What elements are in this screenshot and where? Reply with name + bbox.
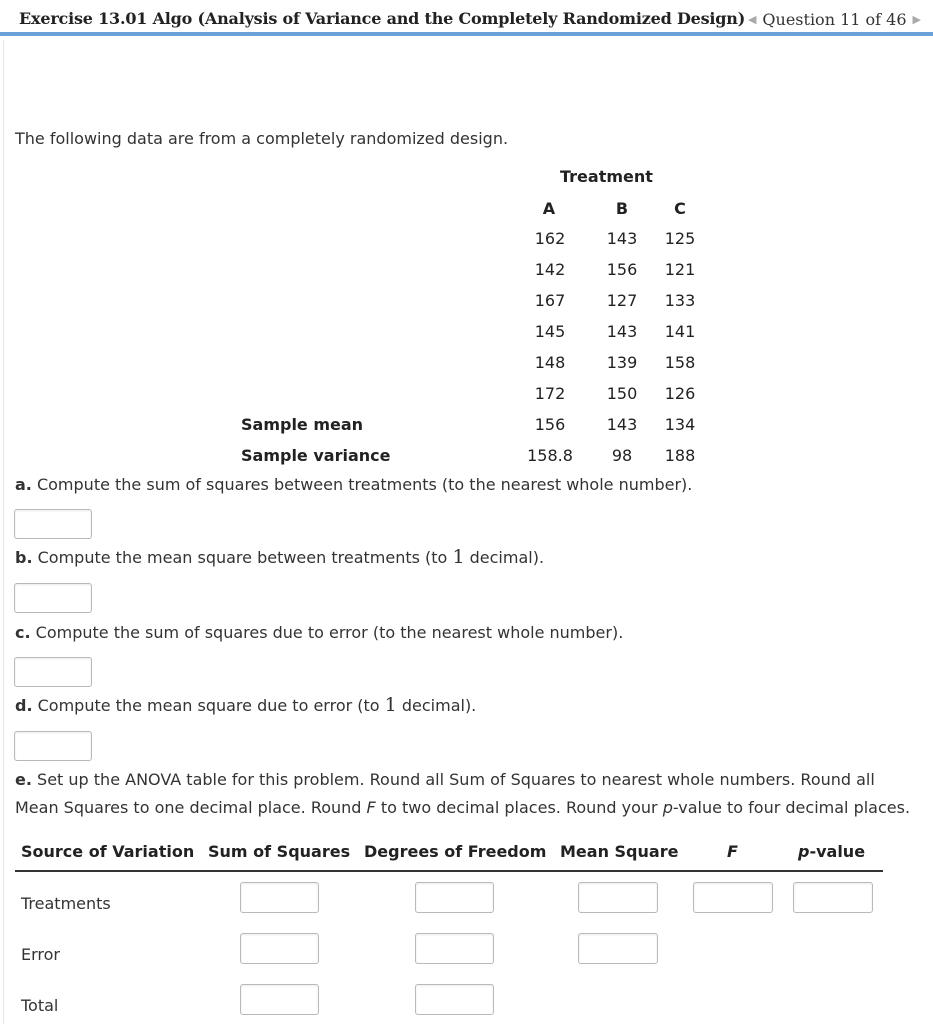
column-header-a: A bbox=[542, 199, 556, 218]
table-cell: 126 bbox=[664, 384, 696, 403]
question-a bbox=[15, 475, 692, 494]
table-cell: 158 bbox=[664, 353, 696, 372]
anova-row-total-label: Total bbox=[21, 996, 59, 1015]
total-df-input[interactable] bbox=[415, 984, 494, 1015]
anova-header-ss: Sum of Squares bbox=[208, 842, 351, 861]
treatments-df-input[interactable] bbox=[415, 882, 494, 913]
total-ss-input[interactable] bbox=[240, 984, 319, 1015]
table-cell: 127 bbox=[606, 291, 638, 310]
answer-input-c[interactable] bbox=[14, 657, 92, 687]
table-cell: 167 bbox=[534, 291, 566, 310]
question-c-text: Compute the sum of squares due to error (to the nearest whole number). bbox=[35, 623, 624, 642]
question-d bbox=[15, 694, 476, 716]
sample-mean-label: Sample mean bbox=[241, 415, 364, 434]
table-cell: 133 bbox=[664, 291, 696, 310]
table-cell: 139 bbox=[606, 353, 638, 372]
table-cell: 125 bbox=[664, 229, 696, 248]
anova-row-treatments-label: Treatments bbox=[21, 894, 111, 913]
question-position: Question 11 of 46 bbox=[762, 10, 907, 29]
table-cell: 143 bbox=[606, 229, 638, 248]
table-cell: 162 bbox=[534, 229, 566, 248]
treatments-ms-input[interactable] bbox=[578, 882, 658, 913]
sample-variance-a: 158.8 bbox=[527, 446, 573, 465]
sample-mean-b: 143 bbox=[606, 415, 638, 434]
error-ss-input[interactable] bbox=[240, 933, 319, 964]
anova-header-df: Degrees of Freedom bbox=[364, 842, 547, 861]
table-cell: 156 bbox=[606, 260, 638, 279]
question-e-letter: e. bbox=[15, 770, 32, 789]
answer-input-b[interactable] bbox=[14, 583, 92, 613]
table-cell: 143 bbox=[606, 322, 638, 341]
table-cell: 172 bbox=[534, 384, 566, 403]
anova-header-p-rest: -value bbox=[809, 842, 866, 861]
question-b bbox=[15, 546, 544, 568]
question-b-text: Compute the mean square between treatments (to bbox=[37, 548, 448, 567]
anova-header-source: Source of Variation bbox=[21, 842, 195, 861]
answer-input-a[interactable] bbox=[14, 509, 92, 539]
exercise-header bbox=[0, 0, 933, 36]
question-d-text-end: decimal). bbox=[401, 696, 477, 715]
error-ms-input[interactable] bbox=[578, 933, 658, 964]
question-d-letter: d. bbox=[15, 696, 33, 715]
question-e-text-2a: Mean Squares to one decimal place. Round bbox=[15, 798, 362, 817]
question-e-line-1 bbox=[15, 770, 875, 789]
treatment-header: Treatment bbox=[560, 167, 653, 186]
question-c-letter: c. bbox=[15, 623, 31, 642]
anova-row-error-label: Error bbox=[21, 945, 60, 964]
left-border bbox=[3, 40, 4, 1024]
question-e-text-2b: to two decimal places. Round your bbox=[380, 798, 658, 817]
anova-header-p bbox=[798, 842, 865, 861]
column-header-b: B bbox=[615, 199, 629, 218]
table-cell: 121 bbox=[664, 260, 696, 279]
sample-variance-c: 188 bbox=[664, 446, 696, 465]
anova-header-p-italic: p bbox=[798, 842, 810, 861]
table-cell: 142 bbox=[534, 260, 566, 279]
exercise-title: Exercise 13.01 Algo (Analysis of Variance and the Completely Randomized Design) bbox=[19, 9, 746, 28]
table-cell: 145 bbox=[534, 322, 566, 341]
anova-header-f bbox=[727, 842, 738, 861]
question-a-text: Compute the sum of squares between treatments (to the nearest whole number). bbox=[36, 475, 693, 494]
question-e-text-2c: -value to four decimal places. bbox=[672, 798, 911, 817]
question-b-decimals: 1 bbox=[452, 546, 465, 568]
sample-variance-b: 98 bbox=[611, 446, 633, 465]
question-a-letter: a. bbox=[15, 475, 32, 494]
anova-header-ms: Mean Square bbox=[560, 842, 679, 861]
problem-intro: The following data are from a completely randomized design. bbox=[15, 129, 509, 148]
question-e-text-1: Set up the ANOVA table for this problem. Round all Sum of Squares to nearest whole numbers. Round all bbox=[37, 770, 875, 789]
treatments-ss-input[interactable] bbox=[240, 882, 319, 913]
anova-header-rule bbox=[15, 870, 883, 872]
sample-variance-label: Sample variance bbox=[241, 446, 391, 465]
question-navigator bbox=[748, 10, 921, 29]
anova-header-f-text: F bbox=[727, 842, 738, 861]
table-cell: 150 bbox=[606, 384, 638, 403]
question-b-letter: b. bbox=[15, 548, 33, 567]
column-header-c: C bbox=[674, 199, 686, 218]
question-e-f-symbol: F bbox=[366, 798, 376, 817]
treatments-f-input[interactable] bbox=[693, 882, 773, 913]
question-e-line-2 bbox=[15, 798, 910, 817]
question-d-text: Compute the mean square due to error (to bbox=[37, 696, 380, 715]
answer-input-d[interactable] bbox=[14, 731, 92, 761]
table-cell: 148 bbox=[534, 353, 566, 372]
error-df-input[interactable] bbox=[415, 933, 494, 964]
question-e-p-symbol: p bbox=[662, 798, 673, 817]
sample-mean-c: 134 bbox=[664, 415, 696, 434]
previous-question-icon[interactable]: ◀ bbox=[747, 13, 757, 26]
sample-mean-a: 156 bbox=[534, 415, 566, 434]
table-cell: 141 bbox=[664, 322, 696, 341]
question-b-text-end: decimal). bbox=[469, 548, 545, 567]
question-c bbox=[15, 623, 623, 642]
question-d-decimals: 1 bbox=[384, 694, 397, 716]
treatments-p-value-input[interactable] bbox=[793, 882, 873, 913]
next-question-icon[interactable]: ▶ bbox=[912, 13, 921, 26]
